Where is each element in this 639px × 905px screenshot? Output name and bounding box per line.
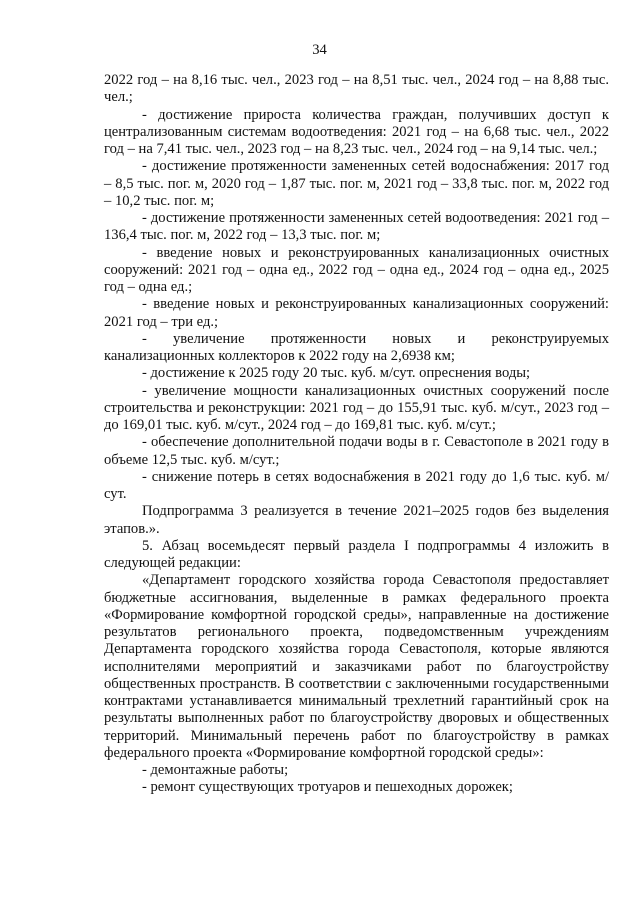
list-item: - введение новых и реконструированных канализационных сооружений: 2021 год – три ед.; <box>104 296 609 330</box>
paragraph: 5. Абзац восемьдесят первый раздела I подпрограммы 4 изложить в следующей редакции: <box>104 537 609 571</box>
list-item: - достижение протяженности замененных сетей водоснабжения: 2017 год – 8,5 тыс. пог. м, 2020 год – 1,87 тыс. пог. м, 2021 год – 33,8 тыс. пог. м, 2022 год – 10,2 тыс. пог. м; <box>104 158 609 209</box>
paragraph: 2022 год – на 8,16 тыс. чел., 2023 год – на 8,51 тыс. чел., 2024 год – на 8,88 тыс. чел.; <box>104 72 609 106</box>
document-body <box>104 72 609 797</box>
list-item: - увеличение протяженности новых и реконструируемых канализационных коллекторов к 2022 году на 2,6938 км; <box>104 330 609 364</box>
list-item: - достижение протяженности замененных сетей водоотведения: 2021 год – 136,4 тыс. пог. м, 2022 год – 13,3 тыс. пог. м; <box>104 210 609 244</box>
page-number: 34 <box>312 42 327 58</box>
paragraph: «Департамент городского хозяйства города Севастополя предоставляет бюджетные ассигнования, выделенные в рамках федерального проекта «Формирование комфортной городской среды», направленные на достижение результатов регионального проекта, подведомственным учреждениям Департамента городского хозяйства города Севастополя, которые являются исполнителями мероприятий и заказчиками работ по благоустройству общественных пространств. В соответствии с заключенными государственными контрактами устанавливается минимальный трехлетний гарантийный срок на результаты выполненных работ по благоустройству дворовых и общественных территорий. Минимальный перечень работ по благоустройству в рамках федерального проекта «Формирование комфортной городской среды»: <box>104 572 609 761</box>
list-item: - демонтажные работы; <box>142 762 289 778</box>
list-item: - введение новых и реконструированных канализационных очистных сооружений: 2021 год – одна ед., 2022 год – одна ед., 2024 год – одна ед., 2025 год – одна ед.; <box>104 244 609 295</box>
paragraph: Подпрограмма 3 реализуется в течение 2021–2025 годов без выделения этапов.». <box>104 503 609 537</box>
list-item: - увеличение мощности канализационных очистных сооружений после строительства и реконструкции: 2021 год – до 155,91 тыс. куб. м/сут., 2023 год – до 169,01 тыс. куб. м/сут., 2024 год – до 169,81 тыс. куб. м/сут.; <box>104 382 609 433</box>
list-item: - достижение к 2025 году 20 тыс. куб. м/сут. опреснения воды; <box>142 365 531 382</box>
list-item: - ремонт существующих тротуаров и пешеходных дорожек; <box>142 779 513 796</box>
list-item: - достижение прироста количества граждан, получивших доступ к централизованным системам водоотведения: 2021 год – на 6,68 тыс. чел., 2022 год – на 7,41 тыс. чел., 2023 год – на 8,23 тыс. чел., 2024 год – на 9,14 тыс. чел.; <box>104 106 609 157</box>
list-item: - обеспечение дополнительной подачи воды в г. Севастополе в 2021 году в объеме 12,5 тыс. куб. м/сут.; <box>104 434 609 468</box>
list-item: - снижение потерь в сетях водоснабжения в 2021 году до 1,6 тыс. куб. м/сут. <box>104 468 609 502</box>
